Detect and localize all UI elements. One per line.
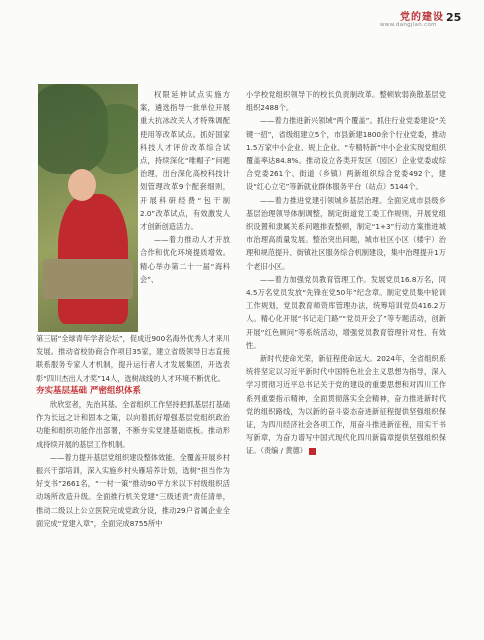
paragraph: ——着力加强党员教育管理工作。发展党员16.8万名，同4.5万名党员发放“先锋在党50年”纪念章。制定党员集中轮训工作规划，党员教育师资库管理办法，统筹培训党员416.2万人。精心化开展“书记走门路”“党员开会了”等专题活动，创新开展“红色顾问”等系统活动，增强党员教育管理针对性、有效性。 bbox=[246, 274, 446, 350]
paragraph-final bbox=[246, 352, 446, 458]
column-right bbox=[246, 88, 446, 458]
magazine-logo: 党的建设 bbox=[400, 12, 444, 23]
section-title: 夯实基层基础 严密组织体系 bbox=[36, 385, 141, 396]
paragraph: 欣欣室者，先治其基。全省组织工作坚持把抓基层打基础作为长远之计和固本之策，以向着抓好增强基层党组织政治功能和组织功能作出部署，不断夯实党建基础底板。推动形成持续开展的基层工作机制。 bbox=[36, 400, 230, 449]
paragraph: ——着力推动人才开放合作和优化环境提质增效。精心举办第二十一届“海科会”、 bbox=[140, 235, 230, 284]
page-number: 25 bbox=[446, 11, 462, 24]
magazine-url: www.dangjian.com bbox=[380, 22, 437, 28]
paragraph: ——着力推进党建引领城乡基层治理。全面完成市县级乡基层治理领导体制调整，制定街道党工委工作规则，开展党组织设置和隶属关系问题排查整顿，制定“1+3”行动方案推进城市治理高质量发展。整治突出问题，城市社区小区（楼宇）治理和规范提升、街镇社区服务综合机制建设，集中治理提升1万个老旧小区。 bbox=[246, 195, 446, 271]
paragraph: ——着力提升基层党组织建设整体效能。全覆盖开展乡村振兴干部培训，深入实施乡村头雁培养计划，选树“担当作为好支书”2661名，“一村一策”推动90平方米以下村级组织活动场所改造升级。全面推行机关党建“三级述责”责任清单，推动二级以上公立医院完成党政分设，推动29户省属企业全面完成“党建入章”，全面完成8755所中 bbox=[36, 452, 230, 528]
paragraph: 权限延伸试点实施方案，遴选指导一批单位开展重大抗冰改关人才特殊调配使用等改革试点。抓好国家科技人才评价改革综合试点，持续深化“唯帽子”问题治理，出台深化高校科技计划管理改革9个配套细则，开展科研经费“包干制2.0”改革试点，有效激发人才创新创造活力。 bbox=[140, 90, 230, 232]
tray-shape bbox=[43, 259, 133, 299]
end-mark-icon bbox=[309, 448, 316, 455]
paragraph-text: 新时代使命光荣，新征程使命远大。2024年，全省组织系统将坚定以习近平新时代中国特色社会主义思想为指导，深入学习贯彻习近平总书记关于党的建设的重要思想和对四川工作系列重要指示精神，全面贯彻落实全会精神，奋力推进新时代党的组织路线，为以新的奋斗姿态奋进新征程提供坚强组织保证，为四川经济社会各项工作，用奋斗推进新征程，用实干书写新章，为奋力谱写中国式现代化四川新篇章提供坚强组织保证。（责编 / 黄德） bbox=[246, 354, 446, 456]
tree-shape bbox=[88, 104, 138, 174]
column-left-top bbox=[140, 88, 230, 286]
column-left-bottom bbox=[36, 332, 230, 530]
page-header bbox=[0, 0, 484, 38]
person-head-shape bbox=[68, 169, 96, 201]
paragraph: 第三届“全球青年学者论坛”，促成近900名海外优秀人才来川发展。推动省校协商合作项目35家，建立省级领导日志直接联系服务专家人才机制，提升运行者人才发展集团，开选表彰“四川杰出人才奖”14人，选树战线的人才环境不断优化。 bbox=[36, 334, 230, 383]
article-photo bbox=[38, 84, 138, 332]
paragraph: ——着力推进新兴领域“两个覆盖”。抓住行业党委建设“关键一招”，省级组建立5个，市县新建1800余个行业党委，推动1.5万家中小企业、规上企业、“专精特新”中小企业实现党组织覆盖率达84.8%。推动设立各类开发区（园区）企业党委或综合党委261个、街道（乡镇）两新组织综合党委492个，建设“红心立宅”等新就业群体服务平台（站点）5144个。 bbox=[246, 116, 446, 192]
paragraph: 小学校党组织领导下的校长负责制改革。整顿软弱涣散基层党组织2488个。 bbox=[246, 90, 446, 113]
